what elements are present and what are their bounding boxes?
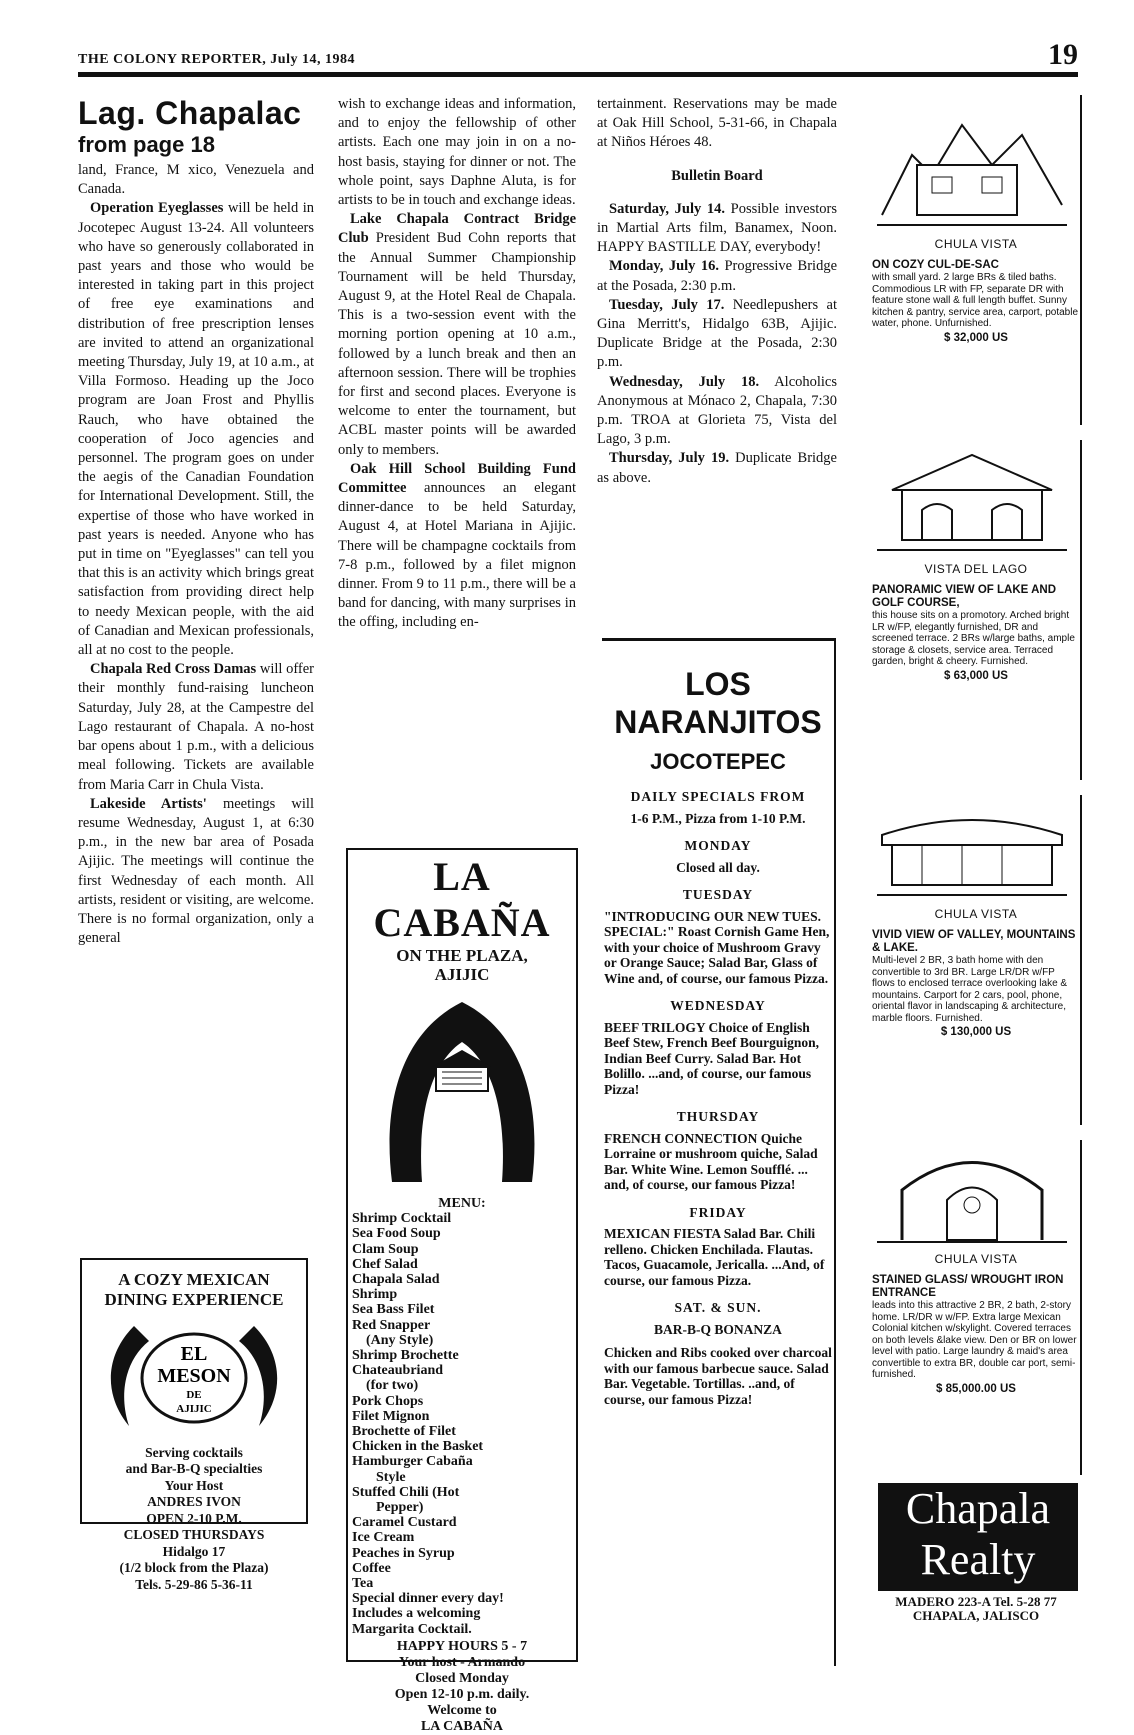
menu-item: Clam Soup xyxy=(352,1241,419,1257)
address-line: MADERO 223-A Tel. 5-28 77 xyxy=(895,1594,1057,1609)
bulletin-item: Thursday, July 19. Duplicate Bridge as above. xyxy=(597,450,837,486)
menu-item: Pepper) xyxy=(376,1500,424,1516)
realty-address xyxy=(872,1595,1080,1623)
ad-line: Closed Monday xyxy=(415,1670,509,1686)
newspaper-title: THE COLONY REPORTER, July 14, 1984 xyxy=(78,52,355,67)
logo-text: AJIJIC xyxy=(176,1403,212,1415)
house-illustration-icon xyxy=(872,440,1072,560)
menu-item: Caramel Custard xyxy=(352,1515,457,1531)
listing-price: $ 32,000 US xyxy=(944,331,1008,344)
listing-headline: ON COZY CUL-DE-SAC xyxy=(872,259,999,271)
ad-title: DINING EXPERIENCE xyxy=(104,1290,284,1309)
day-special: Chicken and Ribs cooked over charcoal with our famous barbecue sauce. Salad Bar. Vegetable. Tortillas. ..and, of course, our famous Pizza! xyxy=(604,1345,832,1407)
bulletin-board-title: Bulletin Board xyxy=(671,167,763,184)
ad-line: and Bar-B-Q specialties xyxy=(125,1461,263,1476)
listing-description: leads into this attractive 2 BR, 2 bath, 2-story home. LR/DR w w/FP. Extra large Mexican Colonial kitchen w/skylight. Covered terraces on both levels &lake view. Den or BR on lower level with patio. Large laundry & maid's area convertible to extra BR, double car port, semi-furnished. xyxy=(872,1300,1077,1380)
listing xyxy=(872,1140,1082,1475)
day-heading: TUESDAY xyxy=(682,887,754,902)
menu-item: Chateaubriand xyxy=(352,1363,444,1379)
house-illustration-icon xyxy=(872,95,1072,235)
menu-item: Ice Cream xyxy=(352,1530,415,1546)
day-heading: WEDNESDAY xyxy=(670,998,766,1013)
fish-logo-icon xyxy=(94,1316,294,1436)
listing-headline: PANORAMIC VIEW OF LAKE AND GOLF COURSE, xyxy=(872,584,1056,609)
ad-city: JOCOTEPEC xyxy=(650,749,786,774)
listing xyxy=(872,795,1082,1125)
menu-item: Chapala Salad xyxy=(352,1272,440,1288)
header-rule xyxy=(78,72,1078,77)
listing-description: this house sits on a promotory. Arched bright LR w/FP, elegantly furnished, DR and screened terrace. 2 BRs w/large baths, ample storage & closets, service area. Terraced garden, bright & cheery. Furnished. xyxy=(872,610,1075,667)
menu xyxy=(348,1196,576,1637)
menu-item: Margarita Cocktail. xyxy=(352,1621,472,1637)
day-heading: MONDAY xyxy=(684,838,752,853)
menu-item: Peaches in Syrup xyxy=(352,1545,455,1561)
listing-location: CHULA VISTA xyxy=(934,237,1018,251)
listing-price: $ 85,000.00 US xyxy=(936,1382,1016,1395)
bulletin-item: Tuesday, July 17. Needlepushers at Gina Merritt's, Hidalgo 63B, Ajijic. Duplicate Bridge at the Posada, 2:30 p.m. xyxy=(597,296,838,371)
menu-item: Includes a welcoming xyxy=(352,1606,481,1622)
ad-line: (1/2 block from the Plaza) xyxy=(119,1560,269,1575)
ad-line: Hidalgo 17 xyxy=(162,1543,226,1559)
la-cabana-ad xyxy=(346,848,578,1734)
logo-text: Realty xyxy=(920,1535,1036,1584)
logo-text: DE xyxy=(186,1389,202,1401)
ad-line: Your host - Armando xyxy=(398,1654,526,1670)
logo-text: MESON xyxy=(157,1365,231,1387)
menu-item: Pork Chops xyxy=(352,1393,424,1409)
ad-line: HAPPY HOURS 5 - 7 xyxy=(396,1638,528,1654)
menu-item: Chef Salad xyxy=(352,1256,418,1272)
paragraph: tertainment. Reservations may be made at Oak Hill School, 5-31-66, in Chapala at Niños Héroes 48. xyxy=(597,96,837,151)
menu-item: Sea Food Soup xyxy=(352,1226,441,1242)
paragraph: Oak Hill School Building Fund Committee announces an elegant dinner-dance to be held Saturday, August 4, at Hotel Mariana in Ajijic. There will be champagne cocktails from 7-8 p.m., followed by a filet mignon dinner. From 9 to 11 p.m., there will be a band for dancing, with many surprises in the offing, including en- xyxy=(338,460,576,631)
menu-item: Tea xyxy=(352,1576,374,1592)
menu-item: Shrimp Brochette xyxy=(352,1348,459,1364)
day-heading: FRIDAY xyxy=(689,1204,747,1220)
column-1 xyxy=(78,95,314,948)
ad-footer xyxy=(348,1639,576,1735)
menu-item: Filet Mignon xyxy=(352,1408,430,1424)
listing-description: Multi-level 2 BR, 3 bath home with den convertible to 3rd BR. Large LR/DR w/FP flows to enclosed terrace overlooking lake & mountains. Carport for 2 cars, pool, phone, oriental flavor in landscaping & architecture, marble floors. Furnished. xyxy=(872,955,1068,1024)
menu-item: Red Snapper xyxy=(352,1317,431,1333)
ad-line: LA CABAÑA xyxy=(420,1718,504,1734)
listing-location: CHULA VISTA xyxy=(934,907,1018,921)
el-meson-ad xyxy=(80,1258,308,1592)
day-heading: SAT. & SUN. xyxy=(674,1300,762,1315)
menu-item: Stuffed Chili (Hot xyxy=(352,1484,460,1500)
hut-illustration-icon xyxy=(362,992,562,1192)
chapala-realty-ad xyxy=(872,95,1080,1621)
ad-line: Serving cocktails xyxy=(145,1444,243,1460)
page-header xyxy=(78,38,1078,71)
house-illustration-icon xyxy=(872,795,1072,905)
ad-title: A COZY MEXICAN xyxy=(118,1270,270,1289)
day-heading: THURSDAY xyxy=(676,1109,760,1124)
listing-price: $ 130,000 US xyxy=(940,1026,1012,1038)
ad-line: Tels. 5-29-86 5-36-11 xyxy=(135,1576,253,1592)
day-special: FRENCH CONNECTION Quiche Lorraine or mushroom quiche, Salad Bar. White Wine. Lemon Soufflé. ... and, of course, our famous Pizza! xyxy=(604,1130,818,1192)
menu-item: (Any Style) xyxy=(366,1332,434,1348)
bulletin-item: Monday, July 16. Progressive Bridge at the Posada, 2:30 p.m. xyxy=(597,258,838,294)
menu-title: MENU: xyxy=(438,1196,486,1211)
paragraph: Operation Eyeglasses will be held in Jocotepec August 13-24. All volunteers who have so generously collaborated in past years and those who would be interested in taking part in this project of free eye examinations and distribution of free prescription lenses are invited to attend an organizational meeting Thursday, July 19, at 10 a.m., at Villa Formoso. Heading up the Joco program are Joan Frost and Phyllis Rauch, who have obtained the cooperation of Joco agencies and personnel. The program goes on under the aegis of the Canadian Foundation for International Development. Still, the expertise of those who have worked in past years is needed. Anyone who has put in time on "Eyeglasses" can tell you that this is an activity which brings great satisfaction from providing direct help to needy Mexican people, with the aid of Canadian and Mexican professionals, all at no cost to the people. xyxy=(78,200,315,659)
page-number: 19 xyxy=(1048,38,1078,71)
column-2 xyxy=(338,95,576,633)
menu-item: Shrimp xyxy=(352,1287,398,1303)
day-special: MEXICAN FIESTA Salad Bar. Chili relleno. Chicken Enchilada. Flautas. Tacos, Guacamole, Jericalla. ...And, of course, our famous Pizza. xyxy=(604,1226,825,1288)
ad-title: NARANJITOS xyxy=(614,704,822,740)
logo-text: EL xyxy=(180,1343,208,1365)
listing-location: VISTA DEL LAGO xyxy=(924,562,1028,576)
article-continuation: from page 18 xyxy=(78,132,215,157)
listing-headline: VIVID VIEW OF VALLEY, MOUNTAINS & LAKE. xyxy=(872,929,1076,954)
menu-item: Sea Bass Filet xyxy=(352,1302,435,1318)
specials-heading: DAILY SPECIALS FROM xyxy=(630,789,806,804)
ad-line: ANDRES IVON xyxy=(147,1494,241,1509)
paragraph: Lake Chapala Contract Bridge Club President Bud Cohn reports that the Annual Summer Championship Tournament will be held Thursday, August 9, at the Hotel Real de Chapala. This is a two-session event with the morning portion opening at 10 a.m., followed by a lunch break and then an afternoon session. There will be trophies for first and second places. Everyone is welcome to enter the tournament, but ACBL master points will be awarded only to members. xyxy=(338,211,576,458)
ad-line: Open 12-10 p.m. daily. xyxy=(394,1686,530,1702)
realty-logo xyxy=(878,1483,1078,1591)
bulletin-item: Wednesday, July 18. Alcoholics Anonymous at Mónaco 2, Chapala, 7:30 p.m. TROA at Glorieta 75, Vista del Lago, 3 p.m. xyxy=(597,373,838,448)
listing-price: $ 63,000 US xyxy=(944,669,1008,682)
menu-item: Shrimp Cocktail xyxy=(352,1211,452,1227)
ad-line: Your Host xyxy=(164,1477,224,1493)
column-3 xyxy=(597,95,837,488)
paragraph: wish to exchange ideas and information, and to enjoy the fellowship of other artists. Each one may join in on a no-host basis, staying for dinner or not. The whole point, says Daphne Aluta, is for artists to be in touch and exchange ideas. xyxy=(338,96,576,209)
ad-line: CLOSED THURSDAYS xyxy=(123,1527,265,1542)
listing xyxy=(872,95,1082,425)
menu-item: Chicken in the Basket xyxy=(352,1439,484,1455)
menu-item: (for two) xyxy=(366,1378,419,1394)
day-special-title: BAR-B-Q BONANZA xyxy=(654,1321,782,1337)
menu-item: Hamburger Cabaña xyxy=(352,1454,473,1470)
ad-line: OPEN 2-10 P.M. xyxy=(146,1510,242,1526)
logo-text: Chapala xyxy=(905,1484,1051,1533)
day-special: BEEF TRILOGY Choice of English Beef Stew, French Beef Bourguignon, Indian Beef Curry. Salad Bar. Hot Bolillo. ...and, of course, our famous Pizza! xyxy=(604,1019,819,1097)
day-special: Closed all day. xyxy=(676,859,760,875)
listing-description: with small yard. 2 large BRs & tiled baths. Commodious LR with FP, separate DR with feature stone wall & full length buffet. Sunny kitchen & pantry, service area, carport, potable water, phone. Unfurnished. xyxy=(872,272,1079,329)
listing-location: CHULA VISTA xyxy=(934,1252,1018,1266)
listing xyxy=(872,440,1082,780)
ad-title: LA CABAÑA xyxy=(373,854,551,945)
los-naranjitos-ad xyxy=(602,638,836,1666)
listing-headline: STAINED GLASS/ WROUGHT IRON ENTRANCE xyxy=(872,1274,1064,1299)
ad-subtitle: ON THE PLAZA, xyxy=(396,946,528,965)
menu-item: Brochette of Filet xyxy=(352,1424,456,1440)
address-line: CHAPALA, JALISCO xyxy=(912,1608,1040,1623)
bulletin-item: Saturday, July 14. Possible investors in Martial Arts film, Banamex, Noon. HAPPY BASTILLE DAY, everybody! xyxy=(597,200,838,256)
article-headline: Lag. Chapalac xyxy=(78,95,302,131)
paragraph: Lakeside Artists' meetings will resume Wednesday, August 1, at 6:30 p.m., in the new bar area of Posada Ajijic. The meetings will continue the first Wednesday of each month. All artists, resident or visiting, are welcome. There is no formal organization, only a general xyxy=(78,795,314,947)
hours: 1-6 P.M., Pizza from 1-10 P.M. xyxy=(630,810,806,826)
menu-item: Special dinner every day! xyxy=(352,1591,504,1607)
ad-title: LOS xyxy=(685,666,751,702)
ad-subtitle: AJIJIC xyxy=(434,965,490,984)
menu-item: Style xyxy=(376,1469,406,1485)
paragraph: Chapala Red Cross Damas will offer their monthly fund-raising luncheon Saturday, July 28, at the Campestre del Lago restaurant of Chapala. A no-host bar opens about 1 p.m., with a delicious meal following. Tickets are available from Maria Carr in Chula Vista. xyxy=(78,661,315,793)
menu-item: Coffee xyxy=(352,1560,391,1576)
arched-entrance-illustration-icon xyxy=(872,1140,1072,1250)
day-special: "INTRODUCING OUR NEW TUES. SPECIAL:" Roast Cornish Game Hen, with your choice of Mushroom Gravy or Orange Sauce; Salad Bar, Glass of Wine and, of course, our famous Pizza. xyxy=(604,908,830,986)
paragraph: land, France, M xico, Venezuela and Canada. xyxy=(78,162,314,198)
ad-line: Welcome to xyxy=(427,1702,497,1718)
